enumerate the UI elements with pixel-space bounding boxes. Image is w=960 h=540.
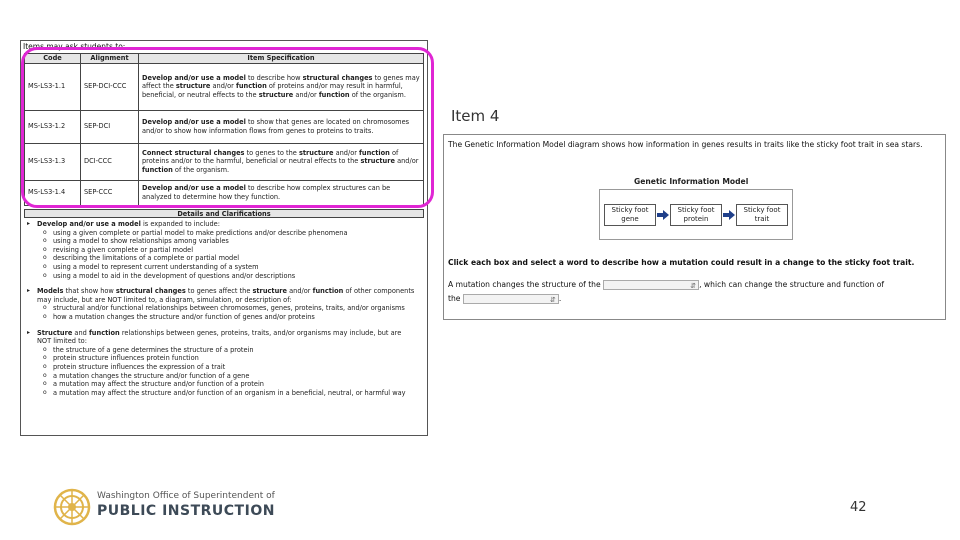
chevron-updown-icon: ⇵ [690, 282, 697, 290]
list-item: o describing the limitations of a complete or partial model [53, 254, 417, 263]
item-instruction: Click each box and select a word to describe how a mutation could result in a change to the sticky foot trait. [448, 258, 915, 267]
table-header-row [25, 54, 424, 64]
protein-node: Sticky foot protein [670, 204, 722, 226]
row-code: MS-LS3-1.4 [25, 180, 81, 205]
row-spec: Develop and/or use a model to show that genes are located on chromosomes and/or to show how information flows from genes to proteins to traits. [139, 110, 424, 143]
fill-in-sentence: A mutation changes the structure of the ⇵ , which can change the structure and function of the ⇵ . [448, 278, 942, 306]
row-code: MS-LS3-1.2 [25, 110, 81, 143]
list-item: o protein structure influences the expression of a trait [53, 363, 417, 372]
header-alignment: Alignment [81, 54, 139, 64]
row-code: MS-LS3-1.1 [25, 63, 81, 110]
row-alignment: SEP-CCC [81, 180, 139, 205]
header-code: Code [25, 54, 81, 64]
genetic-information-model [599, 189, 793, 240]
details-header: Details and Clarifications [24, 209, 424, 218]
list-item: o using a model to show relationships among variables [53, 237, 417, 246]
table-row [25, 180, 424, 205]
list-item: o a mutation changes the structure and/or function of a gene [53, 372, 417, 381]
item-specification-panel [20, 40, 428, 436]
second-dropdown[interactable] [463, 294, 559, 304]
chevron-updown-icon: ⇵ [550, 296, 556, 304]
list-item: o using a model to represent current understanding of a system [53, 263, 417, 272]
org-name-line1: Washington Office of Superintendent of [97, 491, 275, 501]
row-spec: Develop and/or use a model to describe how complex structures can be analyzed to determine how they function. [139, 180, 424, 205]
details-and-clarifications [27, 220, 417, 404]
list-item: o the structure of a gene determines the structure of a protein [53, 346, 417, 355]
list-item: o structural and/or functional relationships between chromosomes, genes, proteins, traits, and/or organisms [53, 304, 417, 313]
detail-bullet-model: ▸ Develop and/or use a model is expanded to include: o using a given complete or partial model to make predictions and/or describe phenomena o using a model to show relationships among variables o revising a given complete or partial model o describing the limitations of a complete or partial model o using a model to represent current understanding of a system o using a model to aid in the development of questions and/or descriptions [27, 220, 417, 280]
item-specification-table [24, 53, 424, 206]
row-alignment: DCI-CCC [81, 143, 139, 180]
first-dropdown[interactable] [603, 280, 699, 290]
list-item: o using a model to aid in the development of questions and/or descriptions [53, 272, 417, 281]
item-prompt: The Genetic Information Model diagram shows how information in genes results in traits like the sticky foot trait in sea stars. [448, 140, 923, 149]
row-spec: Develop and/or use a model to describe how structural changes to genes may affect the structure and/or function of proteins and/or may result in harmful, beneficial, or neutral effects to the structure and/or function of the organism. [139, 63, 424, 110]
list-item: o revising a given complete or partial model [53, 246, 417, 255]
intro-text: Items may ask students to: [23, 42, 126, 51]
trait-node: Sticky foot trait [736, 204, 788, 226]
table-row [25, 143, 424, 180]
model-title: Genetic Information Model [634, 177, 749, 186]
row-alignment: SEP-DCI-CCC [81, 63, 139, 110]
list-item: o how a mutation changes the structure and/or function of genes and/or proteins [53, 313, 417, 322]
ospi-logo-icon [52, 487, 92, 527]
list-item: o a mutation may affect the structure and/or function of an organism in a beneficial, neutral, or harmful way [53, 389, 417, 398]
detail-bullet-models: ▸ Models that show how structural changes to genes affect the structure and/or function of other components may include, but are NOT limited to, a diagram, simulation, or description of: o structural and/or functional relationships between chromosomes, genes, proteins, traits, and/or organisms o how a mutation changes the structure and/or function of genes and/or proteins [27, 287, 417, 321]
page-number: 42 [850, 500, 867, 515]
item-title: Item 4 [451, 107, 500, 125]
detail-bullet-structure: ▸ Structure and function relationships between genes, proteins, traits, and/or organisms may include, but are NOT limited to: o the structure of a gene determines the structure of a protein o protein structure influences protein function o protein structure influences the expression of a trait o a mutation changes the structure and/or function of a gene o a mutation may affect the structure and/or function of a protein o a mutation may affect the structure and/or function of an organism in a beneficial, neutral, or harmful way [27, 329, 417, 398]
list-item: o protein structure influences protein function [53, 354, 417, 363]
arrow-icon [657, 210, 669, 220]
table-row [25, 110, 424, 143]
header-spec: Item Specification [139, 54, 424, 64]
arrow-icon [723, 210, 735, 220]
table-row [25, 63, 424, 110]
gene-node: Sticky foot gene [604, 204, 656, 226]
sample-item-panel [443, 134, 946, 320]
org-name-line2: PUBLIC INSTRUCTION [97, 503, 275, 519]
row-spec: Connect structural changes to genes to the structure and/or function of proteins and/or to the harmful, beneficial or neutral effects to the structure and/or function of the organism. [139, 143, 424, 180]
list-item: o a mutation may affect the structure and/or function of a protein [53, 380, 417, 389]
list-item: o using a given complete or partial model to make predictions and/or describe phenomena [53, 229, 417, 238]
row-code: MS-LS3-1.3 [25, 143, 81, 180]
row-alignment: SEP-DCI [81, 110, 139, 143]
